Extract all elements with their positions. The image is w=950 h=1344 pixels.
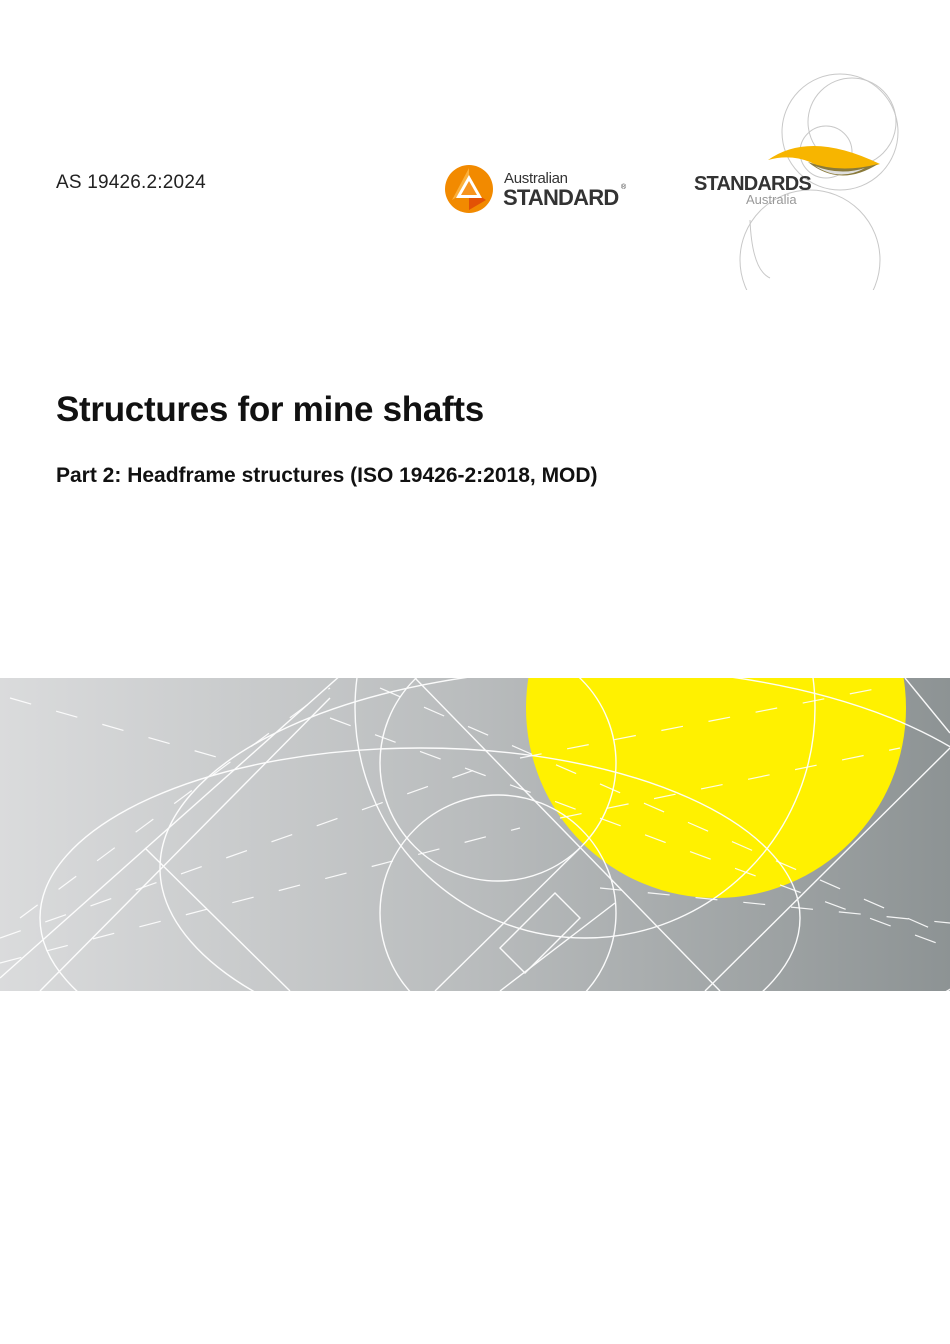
australian-label: Australian [504,170,568,187]
australian-standard-icon [444,164,494,214]
decorative-band [0,678,950,991]
standards-australia-logo [690,70,920,290]
document-subtitle: Part 2: Headframe structures (ISO 19426-2:2018, MOD) [56,464,598,487]
standard-label: STANDARD [503,185,619,210]
registered-mark: ® [621,184,627,191]
australian-standard-logo [444,164,634,216]
standard-number: AS 19426.2:2024 [56,172,206,193]
australia-label: Australia [746,192,797,207]
standards-label: STANDARDS [694,173,811,195]
document-title: Structures for mine shafts [56,390,484,429]
